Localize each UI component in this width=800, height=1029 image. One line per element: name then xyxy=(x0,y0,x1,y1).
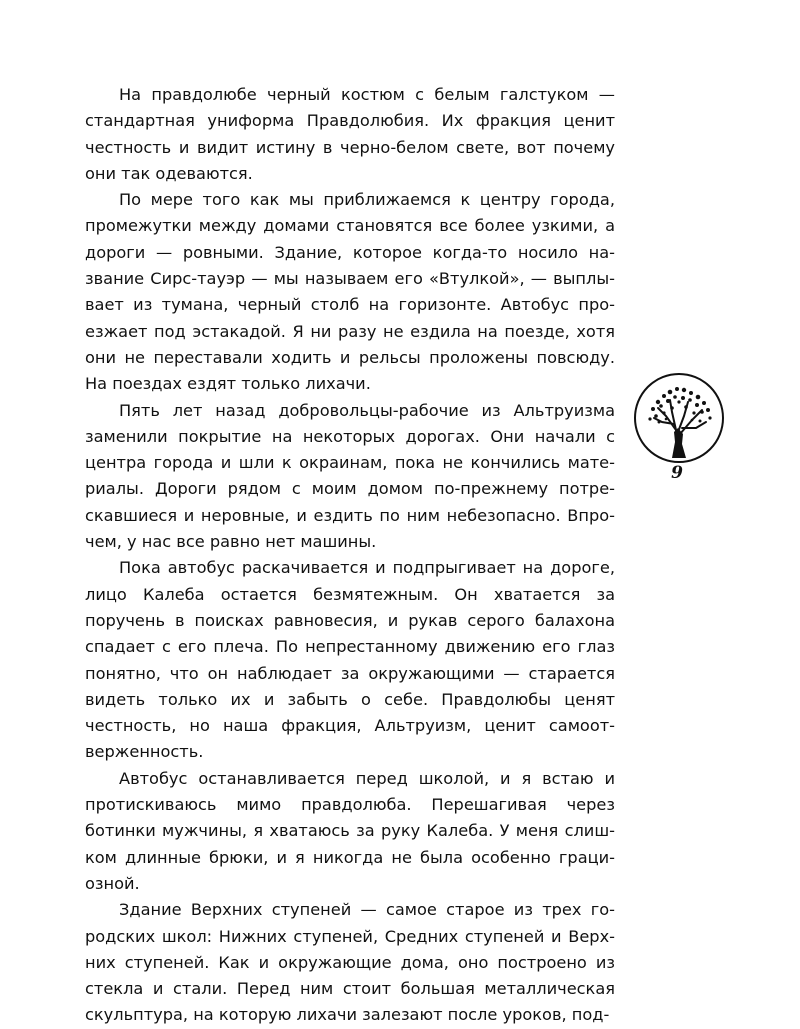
body-text xyxy=(85,82,615,1029)
paragraph-1: На правдолюбе черный костюм с белым галстуком — стандартная униформа Правдолюбия. Их фракция ценит честность и видит истину в черно-белом свете, вот почему они так одеваются. xyxy=(85,85,615,183)
paragraph-3: Пять лет назад добровольцы-рабочие из Альтруизма заменили покрытие на некоторых дорогах. Они начали с центра города и шли к окраинам, пока не кончились материалы. Дороги рядом с моим домом по-прежнему потрескавшиеся и неровные, и ездить по ним небезопасно. Впрочем, у нас все равно нет машины. xyxy=(85,400,615,552)
paragraph-4: Пока автобус раскачивается и подпрыгивает на дороге, лицо Калеба остается безмятежным. Он хватается за поручень в поисках равновесия, и рукав серого балахона спадает с его плеча. По непрестанному движению его глаз понятно, что он наблюдает за окружающими — старается видеть только их и забыть о себе. Правдолюбы ценят честность, но наша фракция, Альтруизм, ценит самоотверженность. xyxy=(85,558,615,762)
tree-emblem-icon xyxy=(628,372,730,464)
paragraph-5: Автобус останавливается перед школой, и я встаю и протискиваюсь мимо правдолюба. Перешагивая через ботинки мужчины, я хватаюсь за руку Калеба. У меня слишком длинные брюки, и я никогда не была особенно грациозной. xyxy=(85,768,615,893)
page-number: 9 xyxy=(671,463,683,483)
paragraph-2: По мере того как мы приближаемся к центру города, промежутки между домами становятся все более узкими, а дороги — ровными. Здание, которое когда-то носило название Сирс-тауэр — мы называем его «Втулкой», — выплывает из тумана, черный столб на горизонте. Автобус проезжает под эстакадой. Я ни разу не ездила на поезде, хотя они не переставали ходить и рельсы проложены повсюду. На поездах ездят только лихачи. xyxy=(85,190,615,394)
paragraph-6: Здание Верхних ступеней — самое старое из трех городских школ: Нижних ступеней, Средних ступеней и Верхних ступеней. Как и окружающие дома, оно построено из стекла и стали. Перед ним стоит большая металлическая скульптура, на которую лихачи залезают после уроков, под- xyxy=(85,900,615,1025)
